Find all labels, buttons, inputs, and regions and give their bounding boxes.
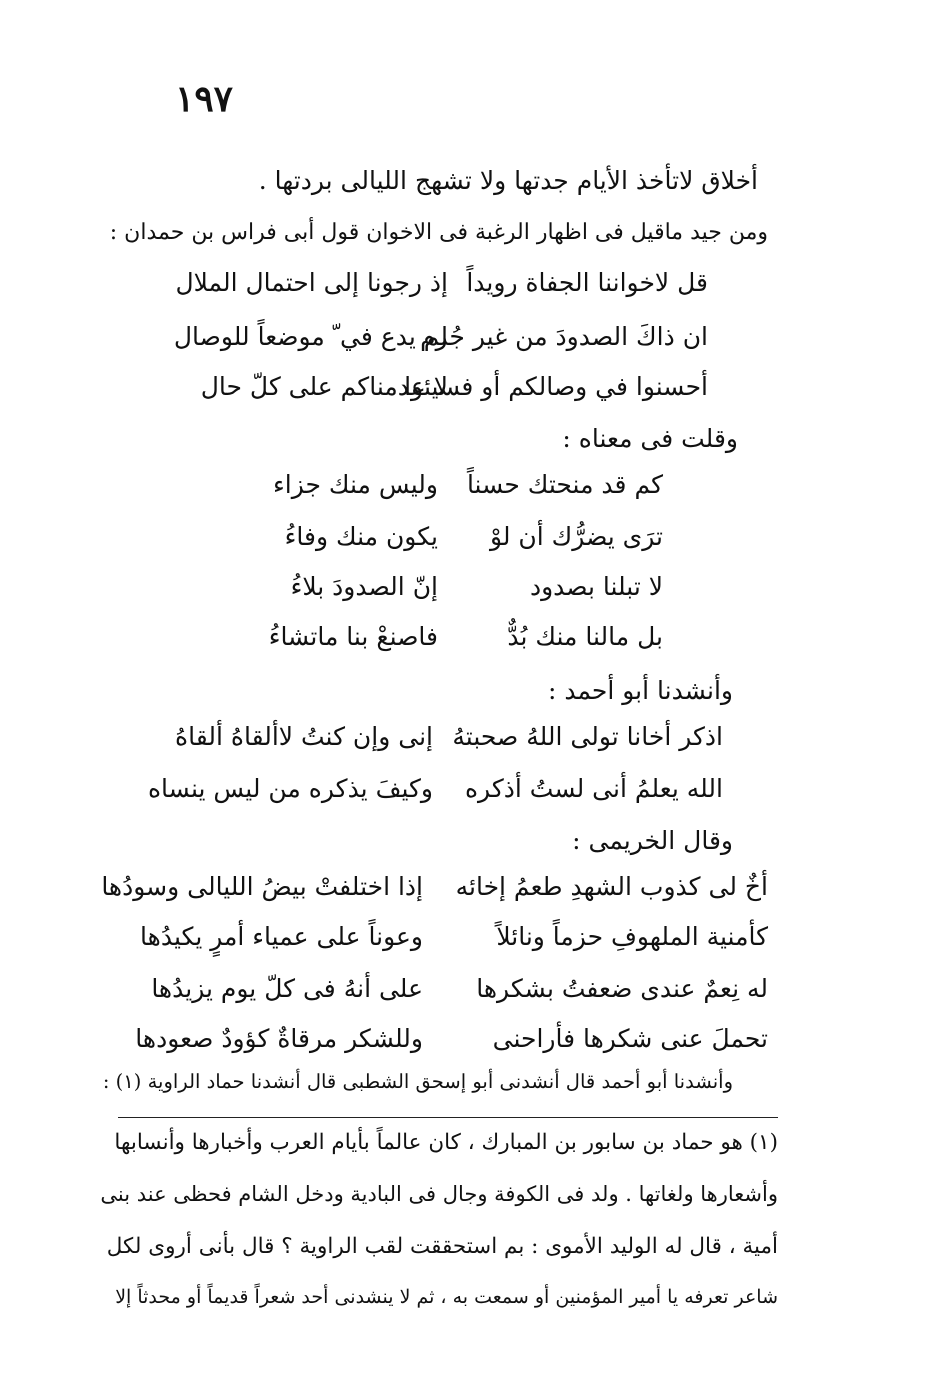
verse-second-hemistich: إذ رجونا إلى احتمال الملال bbox=[175, 268, 448, 297]
footnote-divider bbox=[118, 1117, 778, 1118]
text-line: أخلاق لاتأخذ الأيام جدتها ولا تشهج الليالى بردتها . bbox=[258, 166, 758, 195]
section-intro: وأنشدنا أبو أحمد : bbox=[547, 676, 733, 705]
verse-first-hemistich: بل مالنا منك بُدٌّ bbox=[507, 622, 663, 651]
verse-second-hemistich: لم يدع في ّ موضعاً للوصال bbox=[173, 322, 448, 351]
verse-first-hemistich: اذكر أخانا تولى اللهُ صحبتهُ bbox=[452, 722, 723, 751]
verse-second-hemistich: وكيفَ يذكره من ليس ينساه bbox=[147, 774, 433, 803]
verse-first-hemistich: أحسنوا في وصالكم أو فسيئوا bbox=[404, 372, 708, 401]
verse-second-hemistich: إنى وإن كنتُ لاألقاهُ ألقاهُ bbox=[174, 722, 433, 751]
page-number: ١٩٧ bbox=[175, 78, 234, 120]
verse-second-hemistich: وليس منك جزاء bbox=[273, 470, 438, 499]
footnote-line: (١) هو حماد بن سابور بن المبارك ، كان عالماً بأيام العرب وأخبارها وأنسابها bbox=[114, 1130, 778, 1155]
verse-second-hemistich: وعوناً على عمياء أمرٍ يكيدُها bbox=[140, 922, 423, 951]
section-intro: وقلت فى معناه : bbox=[562, 424, 738, 453]
verse-first-hemistich: كأمنية الملهوفِ حزماً ونائلاً bbox=[496, 922, 768, 951]
text-line: ومن جيد ماقيل فى اظهار الرغبة فى الاخوان قول أبى فراس بن حمدان : bbox=[109, 220, 768, 245]
verse-first-hemistich: لا تبلنا بصدود bbox=[529, 572, 663, 601]
verse-first-hemistich: كم قد منحتك حسناً bbox=[466, 470, 663, 499]
verse-second-hemistich: لا عدمناكم على كلّ حال bbox=[200, 372, 448, 401]
footnote-line: وأشعارها ولغاتها . ولد فى الكوفة وجال فى البادية ودخل الشام فحظى عند بنى bbox=[100, 1182, 778, 1206]
footnote-line: أمية ، قال له الوليد الأموى : بم استحققت لقب الراوية ؟ قال بأنى أروى لكل bbox=[106, 1234, 778, 1259]
footnote-line: شاعر تعرفه يا أمير المؤمنين أو سمعت به ، ثم لا ينشدنى أحد شعراً قديماً أو محدثاً إلا bbox=[115, 1286, 778, 1308]
verse-first-hemistich: أخٌ لى كذوب الشهدِ طعمُ إخائه bbox=[455, 872, 768, 901]
verse-first-hemistich: تحملَ عنى شكرها فأراحنى bbox=[492, 1024, 768, 1053]
verse-second-hemistich: فاصنعْ بنا ماتشاءُ bbox=[268, 622, 438, 651]
verse-first-hemistich: ترَى يضرُّك أن لوْ bbox=[489, 522, 663, 551]
verse-second-hemistich: يكون منك وفاءُ bbox=[284, 522, 438, 551]
verse-second-hemistich: وللشكر مرقاةٌ كؤودٌ صعودها bbox=[135, 1024, 423, 1053]
verse-first-hemistich: قل لاخواننا الجفاة رويداً bbox=[466, 268, 708, 297]
verse-second-hemistich: إنّ الصدودَ بلاءُ bbox=[290, 572, 438, 601]
verse-second-hemistich: على أنهُ فى كلّ يوم يزيدُها bbox=[151, 974, 423, 1003]
verse-first-hemistich: له نِعمٌ عندى ضعفتُ بشكرها bbox=[476, 974, 768, 1003]
text-line: وأنشدنا أبو أحمد قال أنشدنى أبو إسحق الشطبى قال أنشدنا حماد الراوية (١) : bbox=[102, 1070, 733, 1093]
verse-second-hemistich: إذا اختلفتْ بيضُ الليالى وسودُها bbox=[101, 872, 423, 901]
verse-first-hemistich: ان ذاكَ الصدودَ من غير جُرم bbox=[420, 322, 708, 351]
verse-first-hemistich: الله يعلمُ أنى لستُ أذكره bbox=[464, 774, 723, 803]
section-intro: وقال الخريمى : bbox=[572, 826, 733, 855]
